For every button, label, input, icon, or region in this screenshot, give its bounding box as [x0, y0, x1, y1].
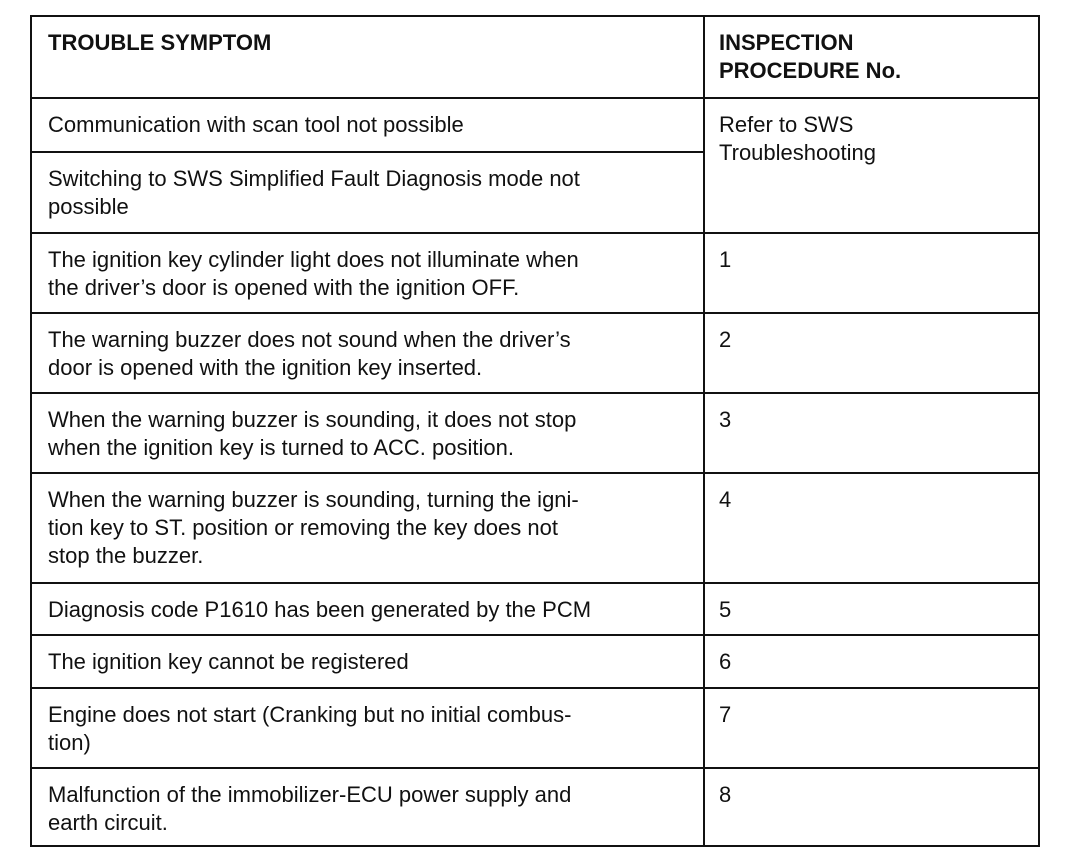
procedure-number: 7 — [719, 702, 732, 727]
procedure-number: 6 — [719, 649, 732, 674]
procedure-text: Refer to SWS Troubleshooting — [719, 112, 876, 165]
table-cell-procedure — [705, 769, 1038, 845]
procedure-number: 1 — [719, 247, 732, 272]
procedure-number: 5 — [719, 597, 732, 622]
table-row — [32, 312, 1038, 392]
symptom-text: The ignition key cylinder light does not illuminate when the driver’s door is opened with the ignition OFF. — [48, 247, 579, 300]
table-row — [32, 232, 1038, 312]
sws-group-row — [32, 97, 1038, 232]
sws-symptoms — [32, 99, 705, 232]
trouble-symptom-table — [30, 15, 1040, 847]
table-cell-symptom — [32, 689, 705, 767]
symptom-text: When the warning buzzer is sounding, it does not stop when the ignition key is turned to ACC. position. — [48, 407, 577, 460]
table-cell-symptom — [32, 99, 703, 151]
header-symptom-label: TROUBLE SYMPTOM — [48, 30, 272, 55]
header-procedure — [705, 17, 1038, 97]
table-row — [32, 582, 1038, 634]
table-cell-procedure — [705, 474, 1038, 582]
symptom-text: The warning buzzer does not sound when the driver’s door is opened with the ignition key inserted. — [48, 327, 571, 380]
symptom-text: Diagnosis code P1610 has been generated by the PCM — [48, 597, 592, 622]
symptom-text: The ignition key cannot be registered — [48, 649, 409, 674]
table-cell-procedure — [705, 584, 1038, 634]
table-cell-procedure — [705, 234, 1038, 312]
table-row — [32, 687, 1038, 767]
table-cell-procedure — [705, 689, 1038, 767]
table-row — [32, 634, 1038, 687]
procedure-number: 8 — [719, 782, 732, 807]
table-row — [32, 392, 1038, 472]
table-cell-procedure — [705, 314, 1038, 392]
symptom-text: Switching to SWS Simplified Fault Diagnosis mode not possible — [48, 166, 580, 219]
table-cell-symptom — [32, 636, 705, 687]
table-cell-symptom — [32, 394, 705, 472]
table-row — [32, 472, 1038, 582]
table-cell-symptom — [32, 474, 705, 582]
symptom-text: Communication with scan tool not possible — [48, 112, 464, 137]
table-cell-symptom — [32, 151, 703, 232]
table-row — [32, 767, 1038, 845]
sws-procedure-cell — [705, 99, 1038, 232]
table-header-row — [32, 17, 1038, 97]
procedure-number: 4 — [719, 487, 732, 512]
table-cell-symptom — [32, 234, 705, 312]
table-cell-procedure — [705, 636, 1038, 687]
procedure-number: 2 — [719, 327, 732, 352]
header-symptom — [32, 17, 705, 97]
table-cell-symptom — [32, 769, 705, 845]
table-cell-symptom — [32, 314, 705, 392]
symptom-text: When the warning buzzer is sounding, turning the igni- tion key to ST. position or removing the key does not stop the buzzer. — [48, 487, 579, 568]
header-procedure-label: INSPECTION PROCEDURE No. — [719, 30, 902, 83]
table-cell-symptom — [32, 584, 705, 634]
symptom-text: Malfunction of the immobilizer-ECU power supply and earth circuit. — [48, 782, 572, 835]
table-cell-procedure — [705, 394, 1038, 472]
symptom-text: Engine does not start (Cranking but no initial combus- tion) — [48, 702, 572, 755]
procedure-number: 3 — [719, 407, 732, 432]
